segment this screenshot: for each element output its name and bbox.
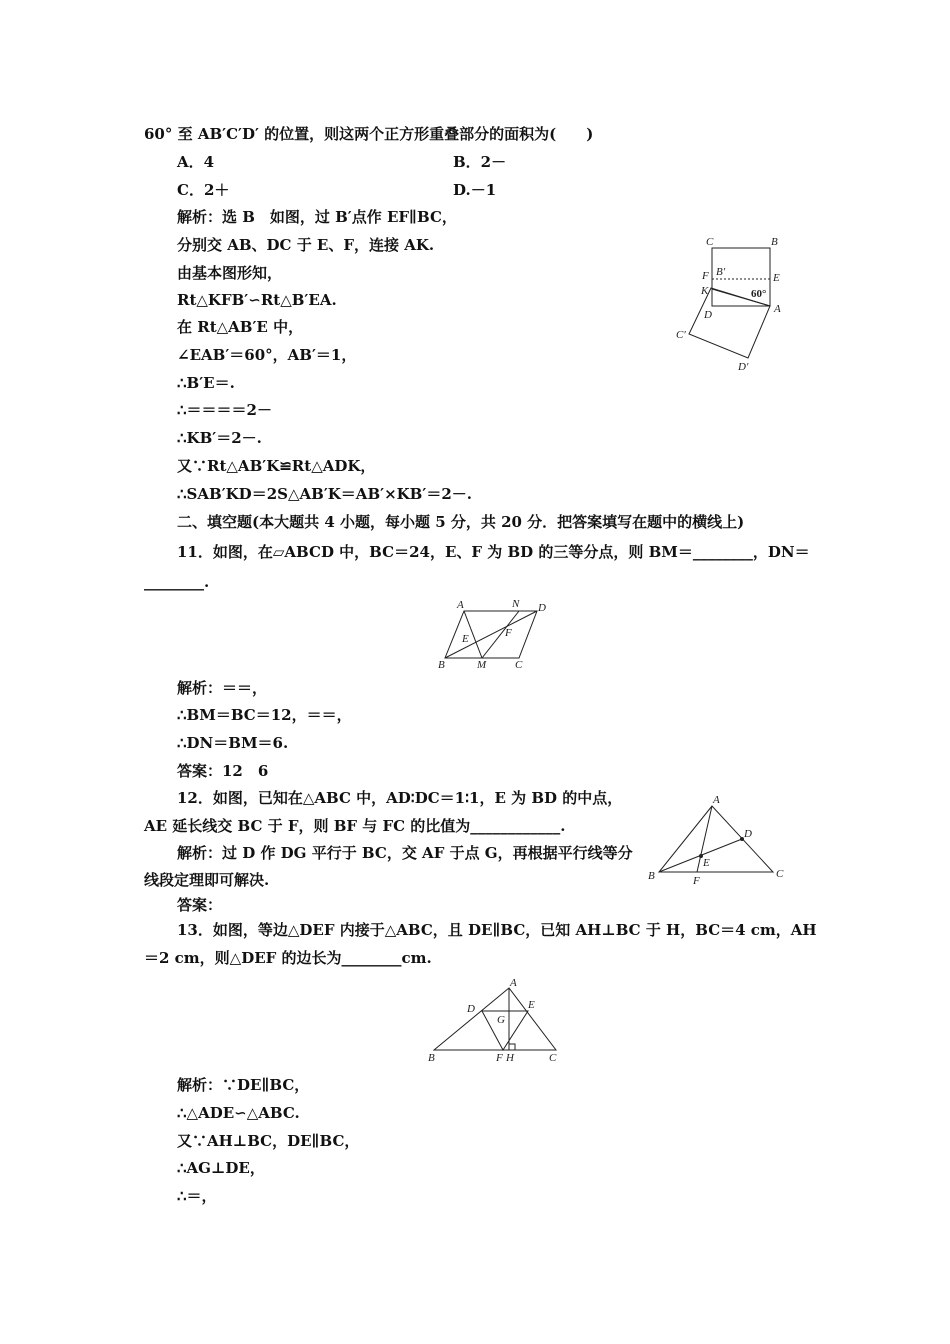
q10-stem-end: 60° 至 AB′C′D′ 的位置，则这两个正方形重叠部分的面积为( ) [144,125,594,143]
label-n: N [512,598,520,610]
label-f: F [496,1052,503,1064]
q10-solution-line: Rt△KFB′∽Rt△B′EA. [177,291,337,309]
label-e: E [528,999,535,1011]
q10-solution-line: 分别交 AB、DC 于 E、F，连接 AK. [177,236,435,254]
q10-solution-line: ∠EAB′＝60°，AB′＝1， [177,346,357,364]
q12-answer: 答案： [177,896,223,914]
q10-solution-line: 在 Rt△AB′E 中， [177,318,304,336]
label-e: E [773,272,780,284]
q11-stem: 11．如图，在▱ABCD 中，BC＝24，E、F 为 BD 的三等分点，则 BM＝________，DN＝ [177,543,810,561]
label-b-prime: B′ [716,266,726,278]
q11-solution-line: ∴DN＝BM＝6. [177,734,289,752]
q11-stem-blank: ________. [144,573,210,591]
segment-mn [482,611,519,658]
q10-solution-line: ∴B′E＝. [177,374,235,392]
label-d-prime: D′ [738,361,749,373]
q12-solution-line: 线段定理即可解决. [144,871,270,889]
label-a: A [774,303,781,315]
triangle-def [482,1011,528,1050]
q10-option-a: A．4 [177,153,215,171]
label-d: D [704,309,712,321]
label-d: D [744,828,752,840]
q10-option-d: D.－1 [453,181,497,199]
label-f: F [505,627,512,639]
q13-figure [424,972,564,1068]
q11-figure [432,596,558,672]
right-angle-mark [509,1044,515,1050]
label-c: C [549,1052,557,1064]
q10-solution-line: 由基本图形知， [177,264,283,282]
q13-solution-line: 解析：∵DE∥BC， [177,1076,310,1094]
label-c-prime: C′ [676,329,686,341]
section-2-heading: 二、填空题(本大题共 4 小题，每小题 5 分，共 20 分．把答案填写在题中的横线上) [177,513,745,531]
q12-stem-blank: AE 延长线交 BC 于 F，则 BF 与 FC 的比值为____________. [144,817,566,835]
q10-solution-line: 解析：选 B 如图，过 B′点作 EF∥BC， [177,208,457,226]
q12-stem: 12．如图，已知在△ABC 中，AD∶DC＝1∶1，E 为 BD 的中点， [177,789,623,807]
label-angle: 60° [751,288,767,300]
q12-solution-line: 解析：过 D 作 DG 平行于 BC，交 AF 于点 G，再根据平行线等分 [177,844,633,862]
q13-stem: 13．如图，等边△DEF 内接于△ABC，且 DE∥BC，已知 AH⊥BC 于 H，BC＝4 cm，AH [177,921,817,939]
q13-stem-blank: ＝2 cm，则△DEF 的边长为________cm. [144,949,432,967]
q12-figure [640,790,790,890]
q10-solution-line: ∴＝＝＝＝2－ [177,401,272,419]
label-b: B [771,236,778,248]
label-b: B [438,659,445,671]
q10-option-c: C．2＋ [177,181,230,199]
label-g: G [497,1014,505,1026]
label-e: E [703,857,710,869]
q10-option-b: B．2－ [453,153,507,171]
label-b: B [648,870,655,882]
q10-figure [670,232,800,374]
diagonal-bd [445,611,537,658]
triangle-abc [659,806,773,872]
label-f: F [693,875,700,887]
label-c: C [515,659,523,671]
label-b: B [428,1052,435,1064]
q13-solution-line: ∴AG⊥DE， [177,1159,265,1177]
q11-solution-line: 解析：＝＝， [177,679,268,697]
label-a: A [457,599,464,611]
q10-solution-line: 又∵Rt△AB′K≌Rt△ADK， [177,457,376,475]
q10-solution-line: ∴SAB′KD＝2S△AB′K＝AB′×KB′＝2－. [177,485,472,503]
label-d: D [467,1003,475,1015]
label-d: D [538,602,546,614]
q13-solution-line: 又∵AH⊥BC，DE∥BC， [177,1132,360,1150]
triangle-abc [434,988,556,1050]
q11-solution-line: ∴BM＝BC＝12，＝＝， [177,706,352,724]
label-h: H [506,1052,514,1064]
q13-solution-line: ∴△ADE∽△ABC. [177,1104,300,1122]
label-c: C [776,868,784,880]
q13-solution-line: ∴＝， [177,1187,217,1205]
label-k: K [701,285,709,297]
label-a: A [510,977,517,989]
label-c: C [706,236,714,248]
label-m: M [477,659,487,671]
q11-answer: 答案：12 6 [177,762,269,780]
q10-solution-line: ∴KB′＝2－. [177,429,262,447]
label-e: E [462,633,469,645]
label-a: A [713,794,720,806]
label-f: F [702,270,709,282]
